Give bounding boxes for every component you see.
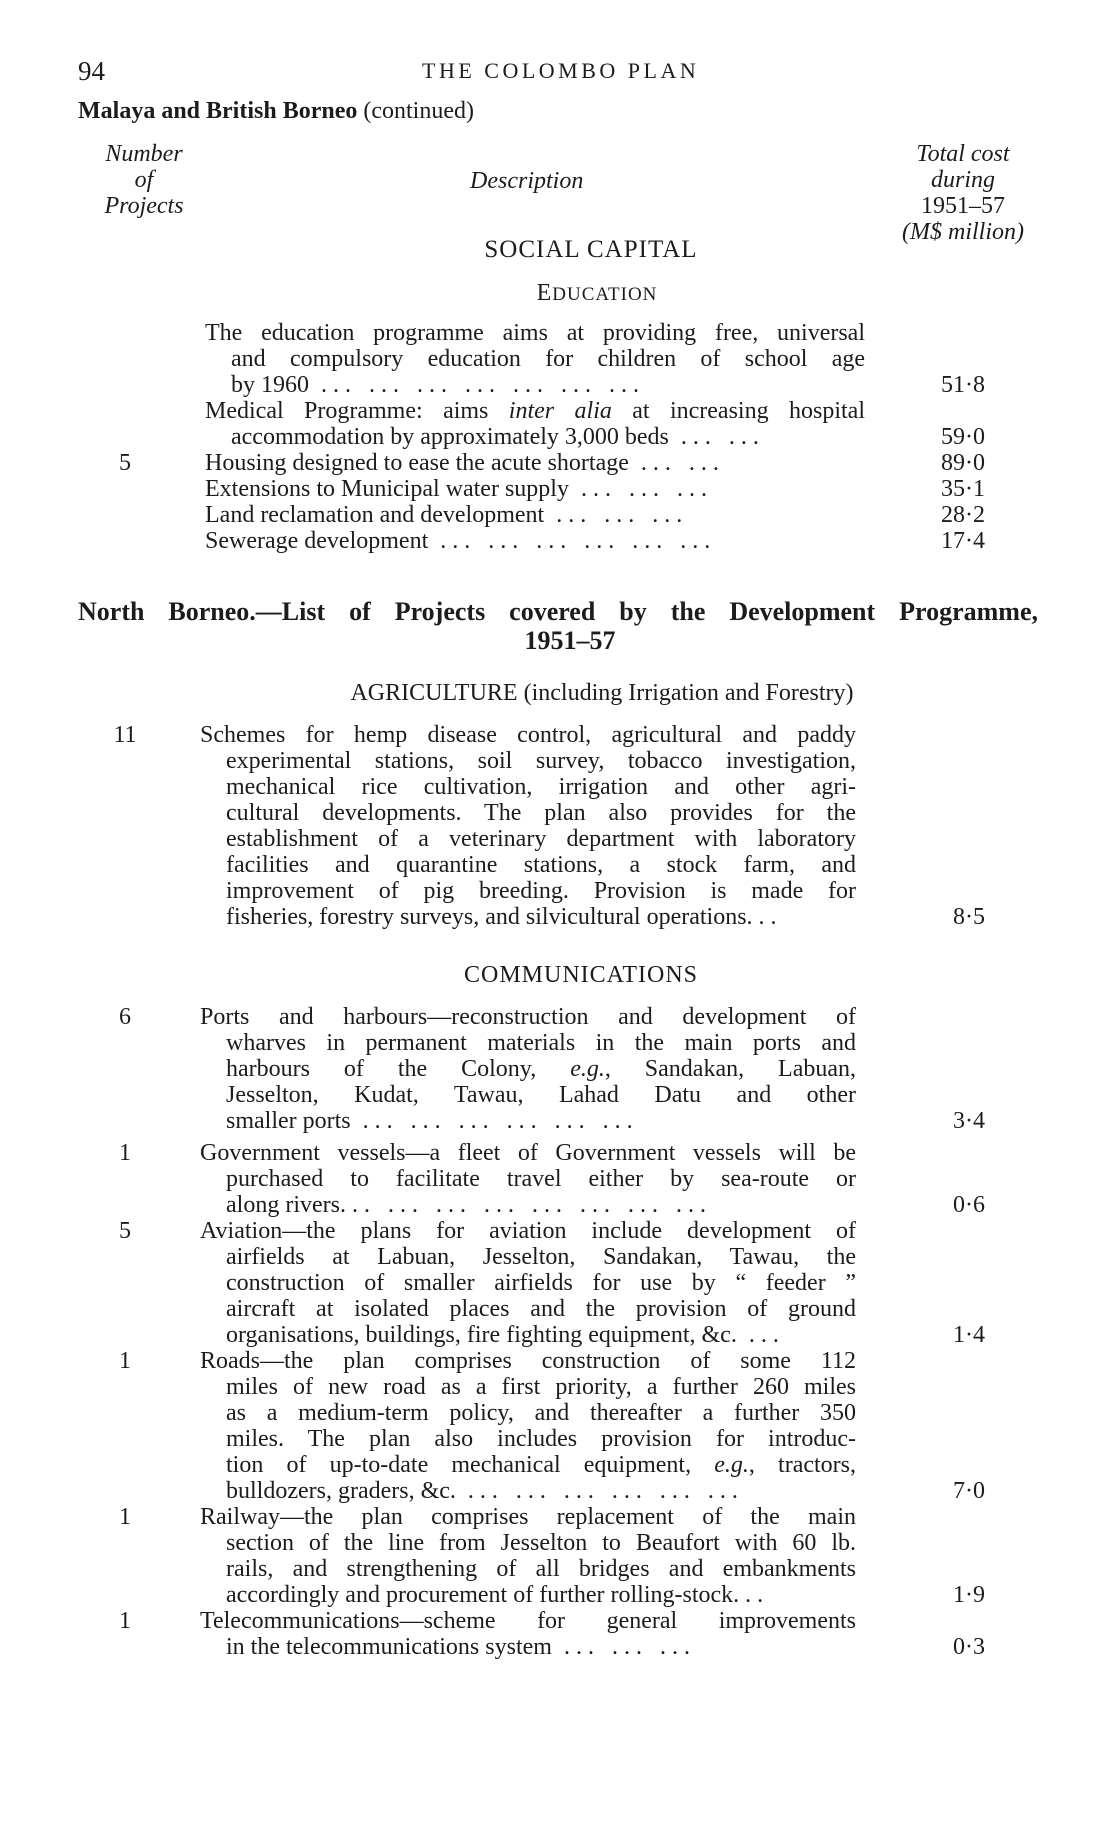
project-count: 1 — [119, 1608, 131, 1634]
description-line: Roads—the plan comprises construction of some 112 — [200, 1348, 856, 1374]
project-description — [200, 1218, 856, 1348]
description-line: experimental stations, soil survey, tobacco investigation, — [226, 748, 856, 774]
description-line: aircraft at isolated places and the provision of ground — [226, 1296, 856, 1322]
dot-leader: ... ... ... ... ... ... — [428, 528, 717, 554]
section-title-bold: Malaya and British Borneo — [78, 98, 358, 124]
column-header-description: Description — [470, 168, 584, 194]
dot-leader: ... ... — [668, 424, 765, 450]
project-description — [205, 450, 865, 476]
dot-leader: ... ... — [628, 450, 725, 476]
description-line: section of the line from Jesselton to Beaufort with 60 lb. — [226, 1530, 856, 1556]
project-count: 5 — [119, 450, 131, 476]
column-header-cost-line3: (M$ million) — [902, 219, 1024, 245]
dot-leader: ... ... ... ... ... ... ... — [309, 372, 645, 398]
project-description — [200, 1504, 856, 1608]
dot-leader: ... — [733, 1582, 770, 1608]
description-line: accordingly and procurement of further rolling-stock — [226, 1582, 734, 1608]
description-line: as a medium-term policy, and thereafter a further 350 — [226, 1400, 856, 1426]
description-line: The education programme aims at providing free, universal — [205, 320, 865, 346]
description-line: miles. The plan also includes provision for introduc- — [226, 1426, 856, 1452]
description-line: accommodation by approximately 3,000 beds — [231, 424, 669, 450]
description-line: Housing designed to ease the acute shortage — [205, 450, 629, 476]
dot-leader: ... ... ... ... ... ... — [350, 1108, 639, 1134]
project-cost: 51·8 — [941, 372, 985, 398]
north-borneo-title-year: 1951–57 — [524, 626, 616, 655]
project-description — [205, 502, 865, 528]
dot-leader: ... ... ... — [551, 1634, 696, 1660]
project-cost: 1·4 — [953, 1322, 985, 1348]
description-line: Telecommunications—scheme for general improvements — [200, 1608, 856, 1634]
description-line: establishment of a veterinary department with laboratory — [226, 826, 856, 852]
project-cost: 8·5 — [953, 904, 985, 930]
description-line: airfields at Labuan, Jesselton, Sandakan, Tawau, the — [226, 1244, 856, 1270]
description-line: Medical Programme: aims inter alia at increasing hospital — [205, 398, 865, 424]
section-title-rest: (continued) — [357, 98, 474, 124]
project-cost: 35·1 — [941, 476, 985, 502]
description-line: in the telecommunications system — [226, 1634, 552, 1660]
project-count: 5 — [119, 1218, 131, 1244]
description-line: Schemes for hemp disease control, agricultural and paddy — [200, 722, 856, 748]
project-cost: 28·2 — [941, 502, 985, 528]
description-line: Jesselton, Kudat, Tawau, Lahad Datu and other — [226, 1082, 856, 1108]
project-count: 6 — [119, 1004, 131, 1030]
project-description — [205, 476, 865, 502]
description-line: Railway—the plan comprises replacement of the main — [200, 1504, 856, 1530]
project-count: 1 — [119, 1140, 131, 1166]
dot-leader: ... ... ... — [568, 476, 713, 502]
description-line: fisheries, forestry surveys, and silvicultural operations — [226, 904, 747, 930]
project-count: 1 — [119, 1504, 131, 1530]
description-line: along rivers — [226, 1192, 340, 1218]
project-description — [200, 1140, 856, 1218]
dot-leader: ... ... ... ... ... ... ... ... — [339, 1192, 712, 1218]
project-cost: 0·6 — [953, 1192, 985, 1218]
project-cost: 59·0 — [941, 424, 985, 450]
project-cost: 17·4 — [941, 528, 985, 554]
project-description — [200, 1004, 856, 1134]
description-line: wharves in permanent materials in the main ports and — [226, 1030, 856, 1056]
column-header-number-line2: of — [134, 167, 154, 193]
description-line: construction of smaller airfields for use by “ feeder ” — [226, 1270, 856, 1296]
description-line: Ports and harbours—reconstruction and development of — [200, 1004, 856, 1030]
description-line: facilities and quarantine stations, a stock farm, and — [226, 852, 856, 878]
project-cost: 89·0 — [941, 450, 985, 476]
heading-communications: COMMUNICATIONS — [463, 962, 699, 988]
project-cost: 1·9 — [953, 1582, 985, 1608]
project-cost: 7·0 — [953, 1478, 985, 1504]
dot-leader: ... — [746, 904, 783, 930]
project-description — [200, 1608, 856, 1660]
description-line: smaller ports — [226, 1108, 351, 1134]
project-cost: 0·3 — [953, 1634, 985, 1660]
heading-agriculture: AGRICULTURE (including Irrigation and Forestry) — [350, 680, 854, 706]
description-line: by 1960 — [231, 372, 309, 398]
description-line: organisations, buildings, fire fighting equipment, &c. — [226, 1322, 737, 1348]
north-borneo-title: North Borneo.—List of Projects covered by the Development Programme, — [78, 597, 1038, 626]
project-description — [200, 722, 856, 930]
description-line: Aviation—the plans for aviation include development of — [200, 1218, 856, 1244]
column-header-cost — [888, 141, 1038, 245]
description-line: purchased to facilitate travel either by sea-route or — [226, 1166, 856, 1192]
description-line: cultural developments. The plan also provides for the — [226, 800, 856, 826]
project-count: 11 — [113, 722, 137, 748]
heading-education — [0, 280, 1114, 307]
heading-education-rest: DUCATION — [552, 284, 658, 305]
description-line: harbours of the Colony, e.g., Sandakan, Labuan, — [226, 1056, 856, 1082]
column-header-number — [98, 141, 190, 219]
running-title: THE COLOMBO PLAN — [422, 58, 700, 83]
project-description — [205, 528, 865, 554]
description-line: rails, and strengthening of all bridges and embankments — [226, 1556, 856, 1582]
project-description — [205, 320, 865, 398]
description-line: Land reclamation and development — [205, 502, 545, 528]
page-number: 94 — [78, 56, 105, 86]
dot-leader: ... ... ... ... ... ... — [455, 1478, 744, 1504]
column-header-cost-line2: 1951–57 — [921, 193, 1005, 219]
description-line: improvement of pig breeding. Provision is made for — [226, 878, 856, 904]
description-line: Sewerage development — [205, 528, 429, 554]
heading-social-capital: SOCIAL CAPITAL — [484, 236, 698, 263]
project-cost: 3·4 — [953, 1108, 985, 1134]
project-count: 1 — [119, 1348, 131, 1374]
description-line: bulldozers, graders, &c. — [226, 1478, 456, 1504]
heading-education-initial: E — [536, 280, 553, 306]
dot-leader: ... — [736, 1322, 785, 1348]
description-line: tion of up-to-date mechanical equipment, e.g., tractors, — [226, 1452, 856, 1478]
column-header-cost-line1: Total cost during — [916, 141, 1010, 193]
description-line: and compulsory education for children of school age — [231, 346, 865, 372]
description-line: Extensions to Municipal water supply — [205, 476, 569, 502]
dot-leader: ... ... ... — [544, 502, 689, 528]
description-line: mechanical rice cultivation, irrigation and other agri- — [226, 774, 856, 800]
column-header-number-line3: Projects — [104, 193, 184, 219]
section-title — [78, 98, 474, 125]
column-header-number-line1: Number — [105, 141, 183, 167]
project-description — [205, 398, 865, 450]
description-line: Government vessels—a fleet of Government vessels will be — [200, 1140, 856, 1166]
description-line: miles of new road as a first priority, a further 260 miles — [226, 1374, 856, 1400]
project-description — [200, 1348, 856, 1504]
